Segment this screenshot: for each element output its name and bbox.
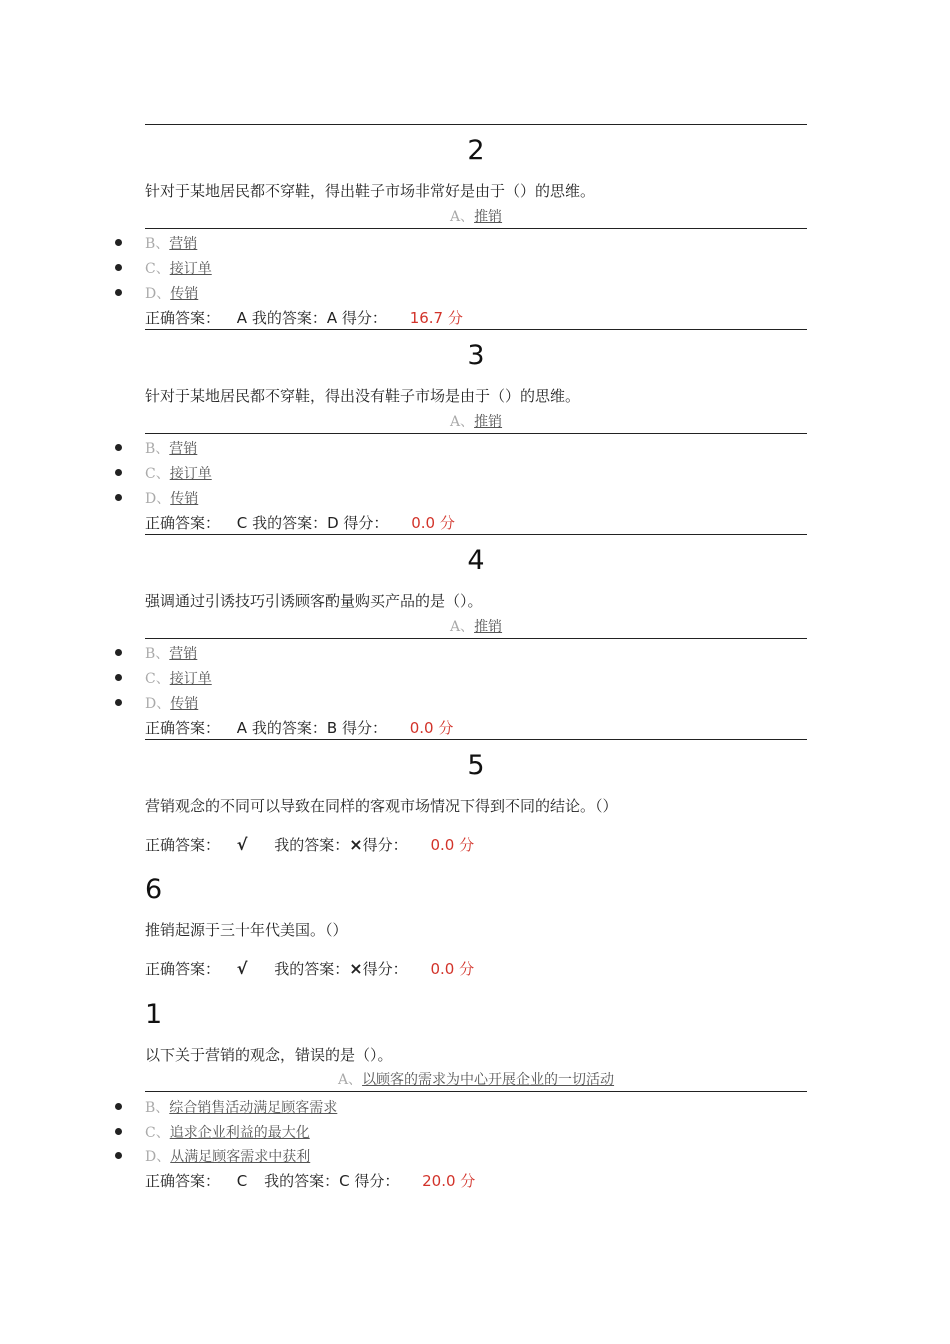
my-answer-label: 我的答案： — [264, 1172, 340, 1190]
option-letter: B、 — [145, 1100, 170, 1116]
option-letter: D、 — [145, 491, 171, 507]
option-a[interactable] — [145, 411, 807, 431]
option-text[interactable]: 推销 — [474, 619, 503, 635]
question-text: 以下关于营销的观念，错误的是（）。 — [145, 1046, 393, 1064]
option-text[interactable]: 营销 — [169, 646, 198, 662]
check-mark-icon: √ — [236, 959, 248, 978]
question-text: 强调通过引诱技巧引诱顾客酌量购买产品的是（）。 — [145, 592, 483, 610]
option-d[interactable] — [145, 693, 198, 713]
question-text: 针对于某地居民都不穿鞋，得出没有鞋子市场是由于（）的思维。 — [145, 387, 581, 405]
score-label: 得分： — [343, 514, 389, 532]
question-number: 6 — [145, 874, 163, 905]
bullet-icon — [115, 469, 122, 476]
option-b[interactable] — [145, 643, 197, 663]
option-c[interactable] — [145, 463, 212, 483]
correct-answer-label: 正确答案： — [145, 1172, 221, 1190]
correct-answer-label: 正确答案： — [145, 719, 221, 737]
my-answer-label: 我的答案： — [251, 309, 327, 327]
question-divider — [145, 124, 807, 125]
option-d[interactable] — [145, 488, 198, 508]
score-value: 0.0 分 — [430, 836, 475, 854]
option-c[interactable] — [145, 258, 212, 278]
option-a[interactable] — [145, 206, 807, 226]
option-letter: D、 — [145, 286, 171, 302]
question-text: 针对于某地居民都不穿鞋，得出鞋子市场非常好是由于（）的思维。 — [145, 182, 596, 200]
option-letter: C、 — [145, 261, 170, 277]
correct-answer-label: 正确答案： — [145, 309, 221, 327]
option-text[interactable]: 传销 — [170, 491, 199, 507]
correct-answer: C — [236, 514, 248, 532]
question-divider — [145, 329, 807, 330]
option-letter: B、 — [145, 646, 170, 662]
bullet-icon — [115, 289, 122, 296]
question-number: 4 — [467, 545, 485, 576]
option-letter: D、 — [145, 1149, 171, 1165]
bullet-icon — [115, 494, 122, 501]
correct-answer: C — [236, 1172, 248, 1190]
option-b[interactable] — [145, 438, 197, 458]
question-divider — [145, 739, 807, 740]
answer-line — [145, 834, 474, 855]
answer-line — [145, 958, 474, 979]
my-answer-label: 我的答案： — [274, 836, 350, 854]
bullet-icon — [115, 1128, 122, 1135]
question-number: 2 — [467, 135, 485, 166]
option-letter: A、 — [337, 1072, 363, 1088]
question-number: 3 — [467, 340, 485, 371]
option-text[interactable]: 营销 — [169, 441, 198, 457]
bullet-icon — [115, 444, 122, 451]
question-text: 营销观念的不同可以导致在同样的客观市场情况下得到不同的结论。（） — [145, 797, 618, 815]
question-divider — [145, 534, 807, 535]
option-text[interactable]: 以顾客的需求为中心开展企业的一切活动 — [362, 1072, 615, 1088]
score-value: 20.0 分 — [422, 1172, 476, 1190]
option-a[interactable] — [145, 1069, 807, 1089]
correct-answer-label: 正确答案： — [145, 960, 221, 978]
bullet-icon — [115, 649, 122, 656]
cross-mark-icon: × — [349, 959, 363, 978]
option-text[interactable]: 从满足顾客需求中获利 — [170, 1149, 311, 1165]
answer-line — [145, 1170, 475, 1191]
correct-answer: A — [236, 719, 248, 737]
question-text: 推销起源于三十年代美国。（） — [145, 921, 348, 939]
answer-line — [145, 307, 463, 328]
option-letter: C、 — [145, 466, 170, 482]
bullet-icon — [115, 264, 122, 271]
option-letter: C、 — [145, 671, 170, 687]
bullet-icon — [115, 1152, 122, 1159]
option-letter: D、 — [145, 696, 171, 712]
score-label: 得分： — [341, 309, 387, 327]
bullet-icon — [115, 699, 122, 706]
option-b[interactable] — [145, 1097, 337, 1117]
score-value: 0.0 分 — [430, 960, 475, 978]
my-answer: D — [327, 514, 339, 532]
correct-answer: A — [236, 309, 248, 327]
option-letter: B、 — [145, 236, 170, 252]
question-number: 1 — [145, 999, 163, 1030]
option-text[interactable]: 推销 — [474, 209, 503, 225]
option-c[interactable] — [145, 1122, 310, 1142]
bullet-icon — [115, 239, 122, 246]
question-number: 5 — [467, 750, 485, 781]
score-value: 0.0 分 — [411, 514, 455, 532]
option-text[interactable]: 接订单 — [169, 261, 212, 277]
option-letter: C、 — [145, 1125, 170, 1141]
correct-answer-label: 正确答案： — [145, 836, 221, 854]
my-answer-label: 我的答案： — [274, 960, 350, 978]
bullet-icon — [115, 1103, 122, 1110]
option-text[interactable]: 推销 — [474, 414, 503, 430]
option-divider — [145, 1091, 807, 1092]
option-text[interactable]: 接订单 — [169, 671, 212, 687]
option-divider — [145, 228, 807, 229]
score-value: 0.0 分 — [409, 719, 454, 737]
check-mark-icon: √ — [236, 835, 248, 854]
option-text[interactable]: 传销 — [170, 696, 199, 712]
my-answer-label: 我的答案： — [252, 514, 328, 532]
my-answer: B — [326, 719, 338, 737]
score-value: 16.7 分 — [409, 309, 463, 327]
option-c[interactable] — [145, 668, 212, 688]
option-text[interactable]: 接订单 — [169, 466, 212, 482]
option-divider — [145, 638, 807, 639]
bullet-icon — [115, 674, 122, 681]
option-a[interactable] — [145, 616, 807, 636]
option-letter: A、 — [449, 414, 475, 430]
answer-line — [145, 512, 455, 533]
score-label: 得分： — [362, 836, 408, 854]
option-divider — [145, 433, 807, 434]
option-text[interactable]: 传销 — [170, 286, 199, 302]
my-answer: C — [339, 1172, 350, 1190]
score-label: 得分： — [362, 960, 408, 978]
my-answer-label: 我的答案： — [251, 719, 327, 737]
option-letter: A、 — [449, 619, 475, 635]
option-text[interactable]: 营销 — [169, 236, 198, 252]
cross-mark-icon: × — [349, 835, 363, 854]
score-label: 得分： — [341, 719, 387, 737]
option-d[interactable] — [145, 283, 198, 303]
correct-answer-label: 正确答案： — [145, 514, 221, 532]
option-letter: B、 — [145, 441, 170, 457]
option-text[interactable]: 追求企业利益的最大化 — [169, 1125, 310, 1141]
answer-line — [145, 717, 453, 738]
option-d[interactable] — [145, 1146, 310, 1166]
option-text[interactable]: 综合销售活动满足顾客需求 — [169, 1100, 338, 1116]
score-label: 得分： — [354, 1172, 400, 1190]
my-answer: A — [326, 309, 338, 327]
option-letter: A、 — [449, 209, 475, 225]
option-b[interactable] — [145, 233, 197, 253]
